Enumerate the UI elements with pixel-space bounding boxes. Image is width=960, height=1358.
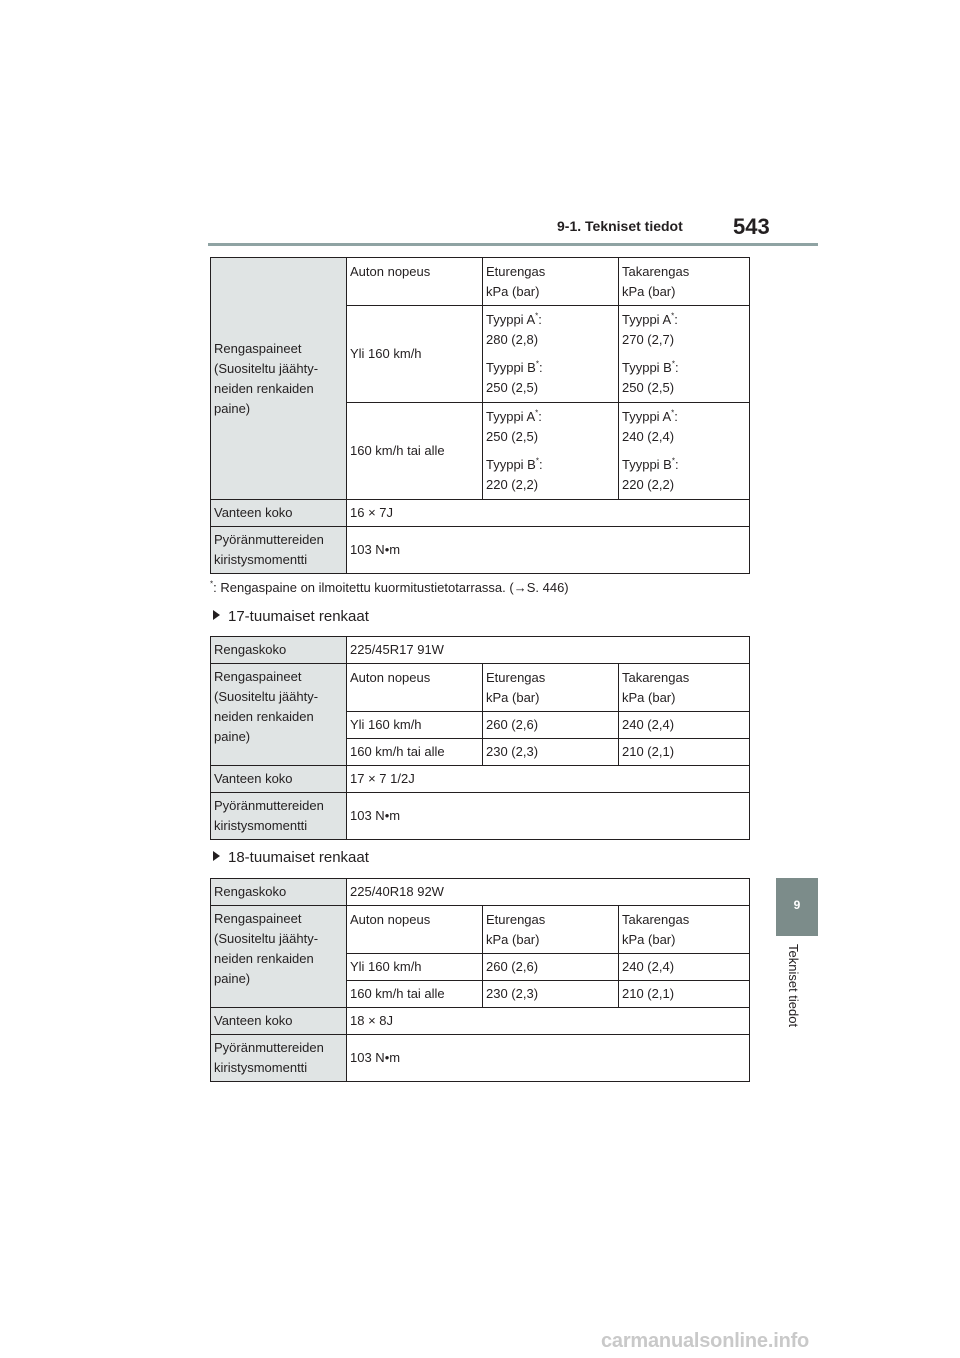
rear-pressure-cell: 240 (2,4) bbox=[619, 954, 750, 981]
front-header: Eturengas kPa (bar) bbox=[483, 906, 619, 954]
pressure-label: Rengaspaineet (Suositeltu jäähty- neiden renkaiden paine) bbox=[211, 664, 347, 766]
heading-18 bbox=[213, 849, 369, 866]
rear-pressure-cell: 240 (2,4) bbox=[619, 712, 750, 739]
torque-label: Pyöränmuttereiden kiristysmomentti bbox=[211, 1035, 347, 1082]
rear-pressure-cell: 210 (2,1) bbox=[619, 981, 750, 1008]
tire-table-16 bbox=[210, 257, 750, 574]
rear-header: Takarengas kPa (bar) bbox=[619, 258, 750, 306]
type-label: Tyyppi B bbox=[486, 360, 536, 375]
front-pressure-cell: 260 (2,6) bbox=[483, 712, 619, 739]
rim-label: Vanteen koko bbox=[211, 500, 347, 527]
rear-pressure-cell: 210 (2,1) bbox=[619, 739, 750, 766]
tire-table-18 bbox=[210, 878, 750, 1082]
type-label: Tyyppi A bbox=[486, 312, 536, 327]
rear-pressure-cell: Tyyppi A*: 240 (2,4) Tyyppi B*: 220 (2,2) bbox=[619, 403, 750, 500]
torque-value: 103 N•m bbox=[347, 1035, 750, 1082]
triangle-bullet-icon bbox=[213, 851, 220, 861]
heading-17-text: 17-tuumaiset renkaat bbox=[228, 608, 369, 625]
table-row bbox=[211, 906, 750, 954]
heading-17 bbox=[213, 608, 369, 625]
chapter-tab-number: 9 bbox=[793, 898, 801, 912]
table-row bbox=[211, 1035, 750, 1082]
table-row bbox=[211, 879, 750, 906]
rear-header: Takarengas kPa (bar) bbox=[619, 664, 750, 712]
front-header: Eturengas kPa (bar) bbox=[483, 258, 619, 306]
speed-cell: Yli 160 km/h bbox=[347, 954, 483, 981]
type-label: Tyyppi B bbox=[486, 457, 536, 472]
rim-label: Vanteen koko bbox=[211, 1008, 347, 1035]
rear-pressure-cell: Tyyppi A*: 270 (2,7) Tyyppi B*: 250 (2,5) bbox=[619, 306, 750, 403]
size-value: 225/45R17 91W bbox=[347, 637, 750, 664]
rear-header: Takarengas kPa (bar) bbox=[619, 906, 750, 954]
size-value: 225/40R18 92W bbox=[347, 879, 750, 906]
pressure-value: 220 (2,2) bbox=[486, 477, 539, 492]
speed-header: Auton nopeus bbox=[347, 906, 483, 954]
rim-value: 18 × 8J bbox=[347, 1008, 750, 1035]
footnote-text: : Rengaspaine on ilmoitettu kuormitustietotarrassa. (→S. 446) bbox=[213, 580, 569, 595]
rim-value: 17 × 7 1/2J bbox=[347, 766, 750, 793]
rim-value: 16 × 7J bbox=[347, 500, 750, 527]
header-divider bbox=[208, 243, 818, 246]
speed-cell: 160 km/h tai alle bbox=[347, 403, 483, 500]
pressure-value: 250 (2,5) bbox=[486, 429, 539, 444]
table-row bbox=[211, 258, 750, 306]
section-title: 9-1. Tekniset tiedot bbox=[557, 218, 683, 234]
front-pressure-cell: 230 (2,3) bbox=[483, 981, 619, 1008]
table-row bbox=[211, 637, 750, 664]
size-label: Rengaskoko bbox=[211, 879, 347, 906]
table-row bbox=[211, 766, 750, 793]
front-header: Eturengas kPa (bar) bbox=[483, 664, 619, 712]
speed-cell: 160 km/h tai alle bbox=[347, 739, 483, 766]
chapter-tab-label: Tekniset tiedot bbox=[786, 944, 801, 1028]
heading-18-text: 18-tuumaiset renkaat bbox=[228, 849, 369, 866]
front-pressure-cell: Tyyppi A*: 250 (2,5) Tyyppi B*: 220 (2,2) bbox=[483, 403, 619, 500]
speed-cell: Yli 160 km/h bbox=[347, 306, 483, 403]
pressure-value: 280 (2,8) bbox=[486, 332, 539, 347]
speed-header: Auton nopeus bbox=[347, 258, 483, 306]
torque-value: 103 N•m bbox=[347, 527, 750, 574]
front-pressure-cell: 260 (2,6) bbox=[483, 954, 619, 981]
front-pressure-cell: Tyyppi A*: 280 (2,8) Tyyppi B*: 250 (2,5) bbox=[483, 306, 619, 403]
torque-value: 103 N•m bbox=[347, 793, 750, 840]
torque-label: Pyöränmuttereiden kiristysmomentti bbox=[211, 793, 347, 840]
pressure-value: 270 (2,7) bbox=[622, 332, 675, 347]
front-pressure-cell: 230 (2,3) bbox=[483, 739, 619, 766]
type-label: Tyyppi A bbox=[622, 409, 672, 424]
pressure-label: Rengaspaineet (Suositeltu jäähty- neiden renkaiden paine) bbox=[211, 906, 347, 1008]
triangle-bullet-icon bbox=[213, 610, 220, 620]
pressure-value: 240 (2,4) bbox=[622, 429, 675, 444]
type-label: Tyyppi B bbox=[622, 360, 672, 375]
pressure-value: 250 (2,5) bbox=[486, 380, 539, 395]
type-label: Tyyppi B bbox=[622, 457, 672, 472]
table-row bbox=[211, 664, 750, 712]
rim-label: Vanteen koko bbox=[211, 766, 347, 793]
type-label: Tyyppi A bbox=[622, 312, 672, 327]
table-row bbox=[211, 793, 750, 840]
pressure-value: 220 (2,2) bbox=[622, 477, 675, 492]
tire-table-17 bbox=[210, 636, 750, 840]
speed-header: Auton nopeus bbox=[347, 664, 483, 712]
speed-cell: 160 km/h tai alle bbox=[347, 981, 483, 1008]
size-label: Rengaskoko bbox=[211, 637, 347, 664]
table-row bbox=[211, 500, 750, 527]
torque-label: Pyöränmuttereiden kiristysmomentti bbox=[211, 527, 347, 574]
footnote bbox=[210, 580, 569, 595]
speed-cell: Yli 160 km/h bbox=[347, 712, 483, 739]
type-label: Tyyppi A bbox=[486, 409, 536, 424]
footnote-star: * bbox=[210, 579, 214, 589]
pressure-label: Rengaspaineet (Suositeltu jäähty- neiden renkaiden paine) bbox=[211, 258, 347, 500]
table-row bbox=[211, 1008, 750, 1035]
watermark: carmanualsonline.info bbox=[601, 1330, 810, 1352]
pressure-value: 250 (2,5) bbox=[622, 380, 675, 395]
table-row bbox=[211, 527, 750, 574]
page-number: 543 bbox=[733, 214, 770, 239]
